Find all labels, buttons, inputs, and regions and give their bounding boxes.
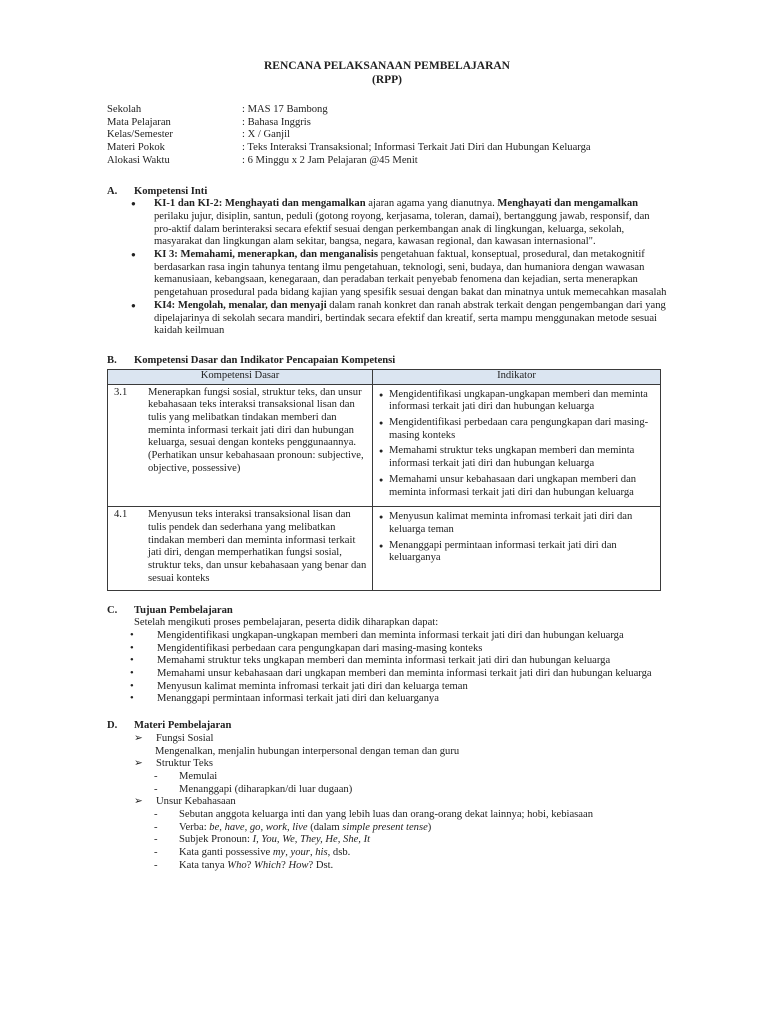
indicator-item: ● Menanggapi permintaan informasi terkait jati diri dan keluarganya [377, 540, 656, 565]
materi-label: Fungsi Sosial [156, 732, 214, 744]
text-part: , dsb. [327, 847, 351, 859]
dash-item [107, 834, 667, 847]
column-header-indikator: Indikator [373, 369, 661, 384]
list-item: • Menanggapi permintaan informasi terkait jati diri dan keluarganya [134, 693, 667, 706]
table-row [108, 384, 661, 507]
section-a-heading [107, 186, 667, 199]
section-title: Kompetensi Dasar dan Indikator Pencapaian Kompetensi [134, 354, 396, 366]
text-italic: my [272, 847, 286, 859]
section-title: Tujuan Pembelajaran [134, 604, 233, 616]
ki-text: ajaran agama yang dianutnya. [365, 198, 498, 210]
dash-text [179, 834, 370, 847]
list-item [131, 198, 667, 249]
identity-value: : X / Ganjil [242, 129, 290, 141]
list-item: • Menyusun kalimat meminta infromasi terkait jati diri dan keluarga teman [134, 681, 667, 694]
dash-text: Sebutan anggota keluarga inti dan yang lebih luas dan orang-orang dekat lainnya; hobi, kebiasaan [179, 809, 594, 821]
materi-label: Unsur Kebahasaan [156, 796, 236, 808]
indicator-item: ● Memahami unsur kebahasaan dari ungkapan memberi dan meminta informasi terkait jati diri dan hubungan keluarga [377, 474, 656, 499]
dash-item [107, 771, 667, 784]
text-italic: your [290, 847, 310, 859]
dash-item [107, 809, 667, 822]
list-item: • Memahami unsur kebahasaan dari ungkapan memberi dan meminta informasi terkait jati diri dan hubungan keluarga [134, 668, 667, 681]
kd-number: 3.1 [108, 384, 145, 507]
identity-value: : Teks Interaksi Transaksional; Informasi Terkait Jati Diri dan Hubungan Keluarga [242, 142, 591, 154]
text-part: Kata tanya [179, 859, 228, 871]
identity-label: Alokasi Waktu [107, 154, 170, 166]
indicator-list [377, 389, 656, 500]
identity-row [107, 155, 667, 168]
text-part: , [285, 847, 291, 859]
dash-bullet: - [154, 821, 158, 833]
indicator-item: ● Menyusun kalimat meminta infromasi terkait jati diri dan keluarga teman [377, 511, 656, 536]
dash-item [107, 784, 667, 797]
dash-bullet: - [154, 809, 158, 821]
identity-row [107, 129, 667, 142]
text-italic: I, You, We, They, He, She, It [252, 834, 371, 846]
dash-text [179, 847, 350, 860]
dash-item [107, 822, 667, 835]
indicator-item: ● Memahami struktur teks ungkapan memberi dan meminta informasi terkait jati diri dan hubungan keluarga [377, 445, 656, 470]
kompetensi-table [107, 369, 661, 591]
materi-item [107, 758, 667, 771]
identity-value: : 6 Minggu x 2 Jam Pelajaran @45 Menit [242, 154, 418, 166]
text-part: Subjek Pronoun: [179, 834, 253, 846]
ki-bold: KI 3: Memahami, menerapkan, dan menganalisis [154, 249, 378, 261]
list-item: • Mengidentifikasi ungkapan-ungkapan memberi dan meminta informasi terkait jati diri dan hubungan keluarga [134, 630, 667, 643]
ki-text: pengetahuan faktual, konseptual, prosedural, dan metakognitif berdasarkan rasa ingin tahunya tentang ilmu pengetahuan, teknologi, seni, budaya, dan humaniora dengan wawasan kemanusiaan, kebangsaan, kenegaraan, dan peradaban terkait penyebab fenomena dan kejadian, serta menerapkan pengetahuan prosedural pada bidang kajian yang spesifik sesuai dengan bakat dan minatnya untuk memecahkan masalah [154, 249, 667, 299]
identity-label: Sekolah [107, 104, 142, 115]
identity-block [107, 104, 667, 168]
text-italic: Which [254, 859, 282, 871]
section-letter: D. [107, 720, 118, 732]
section-letter: B. [107, 354, 117, 366]
identity-row [107, 104, 667, 117]
text-part: ? Dst. [308, 859, 334, 871]
identity-row [107, 117, 667, 130]
section-b-heading [107, 355, 667, 368]
text-italic: Who [227, 859, 247, 871]
kd-text: Menyusun teks interaksi transaksional lisan dan tulis pendek dan sederhana yang melibatkan tindakan memberi dan meminta informasi terkait jati diri, dengan memperhatikan fungsi sosial, struktur teks, dan unsur kebahasaan yang benar dan sesuai konteks [144, 507, 373, 590]
arrow-bullet-icon: ➢ [134, 758, 143, 770]
text-part: Kata ganti possessive [179, 847, 273, 859]
section-title: Kompetensi Inti [134, 185, 208, 197]
section-d-heading [107, 720, 667, 733]
identity-label: Kelas/Semester [107, 129, 173, 141]
kd-text: Menerapkan fungsi sosial, struktur teks, dan unsur kebahasaan teks interaksi transaksional lisan dan tulis yang melibatkan tindakan memberi dan meminta informasi terkait jati diri dan hubungan keluarga, sesuai dengan konteks penggunaannya. (Perhatikan unsur kebahasaan pronoun: subjective, objective, possessive) [144, 384, 373, 507]
document-title [107, 60, 667, 87]
text-italic: his [315, 847, 328, 859]
indicator-item: ● Mengidentifikasi ungkapan-ungkapan memberi dan meminta informasi terkait jati diri dan hubungan keluarga [377, 389, 656, 414]
dash-item [107, 847, 667, 860]
ki-bold: KI4: Mengolah, menalar, dan menyaji [154, 299, 327, 311]
section-c-heading [107, 605, 667, 618]
dash-text: Menanggapi (diharapkan/di luar dugaan) [179, 783, 353, 795]
ki-bold: KI-1 dan KI-2: Menghayati dan mengamalkan [154, 198, 366, 210]
materi-item [107, 796, 667, 809]
arrow-bullet-icon: ➢ [134, 796, 143, 808]
section-letter: C. [107, 604, 118, 616]
dash-bullet: - [154, 847, 158, 859]
dash-bullet: - [154, 859, 158, 871]
title-line-2: (RPP) [371, 73, 402, 86]
materi-item [107, 733, 667, 746]
tujuan-list [107, 630, 667, 706]
indicator-list [377, 511, 656, 565]
identity-label: Mata Pelajaran [107, 116, 171, 128]
list-item [131, 300, 667, 338]
title-line-1: RENCANA PELAKSANAAN PEMBELAJARAN [264, 60, 510, 72]
table-header-row [108, 369, 661, 384]
kd-number: 4.1 [108, 507, 145, 590]
identity-value: : MAS 17 Bambong [242, 104, 328, 115]
materi-text: Mengenalkan, menjalin hubungan interpersonal dengan teman dan guru [155, 745, 460, 757]
dash-text [179, 822, 431, 835]
text-part: ? [281, 859, 289, 871]
ki-text: dalam ranah konkret dan ranah abstrak terkait dengan pengembangan dari yang dipelajarinya di sekolah secara mandiri, bertindak secara efektif dan kreatif, serta mampu menggunakan metode sesuai kaidah keilmuan [154, 299, 666, 337]
indicator-cell [373, 507, 661, 590]
text-italic: How [288, 859, 309, 871]
materi-label: Struktur Teks [156, 758, 214, 770]
text-italic: be, have, go, work, live [209, 821, 308, 833]
indicator-cell [373, 384, 661, 507]
section-title: Materi Pembelajaran [134, 720, 232, 732]
text-part: ? [246, 859, 255, 871]
indicator-item: ● Mengidentifikasi perbedaan cara pengungkapan dari masing-masing konteks [377, 417, 656, 442]
column-header-kd: Kompetensi Dasar [108, 369, 373, 384]
list-item: • Mengidentifikasi perbedaan cara pengungkapan dari masing-masing konteks [134, 643, 667, 656]
dash-text [179, 860, 333, 873]
text-part: ) [427, 821, 432, 833]
dash-bullet: - [154, 770, 158, 782]
kompetensi-inti-list [107, 198, 667, 338]
document-page [107, 60, 667, 873]
dash-text: Memulai [179, 770, 218, 782]
list-item [131, 249, 667, 300]
text-italic: simple present tense [342, 821, 428, 833]
identity-value: : Bahasa Inggris [242, 116, 311, 128]
text-part: , [309, 847, 316, 859]
ki-text: perilaku jujur, disiplin, santun, peduli (gotong royong, kerjasama, toleran, damai), bertanggung jawab, responsif, dan pro-aktif dalam berinteraksi secara efektif sesuai dengan perkembangan anak di lingkungan, keluarga, sekolah, masyarakat dan lingkungan alam sekitar, bangsa, negara, kawasan regional, dan kawasan internasional". [154, 210, 650, 248]
dash-item [107, 860, 667, 873]
text-part: Verba: [179, 821, 210, 833]
tujuan-intro: Setelah mengikuti proses pembelajaran, peserta didik diharapkan dapat: [134, 617, 439, 629]
list-item: • Memahami struktur teks ungkapan memberi dan meminta informasi terkait jati diri dan hubungan keluarga [134, 655, 667, 668]
identity-label: Materi Pokok [107, 142, 165, 154]
arrow-bullet-icon: ➢ [134, 732, 143, 744]
section-letter: A. [107, 185, 118, 197]
identity-row [107, 142, 667, 155]
dash-bullet: - [154, 783, 158, 795]
text-part: (dalam [307, 821, 343, 833]
ki-bold: Menghayati dan mengamalkan [497, 198, 639, 210]
table-row [108, 507, 661, 590]
dash-bullet: - [154, 834, 158, 846]
